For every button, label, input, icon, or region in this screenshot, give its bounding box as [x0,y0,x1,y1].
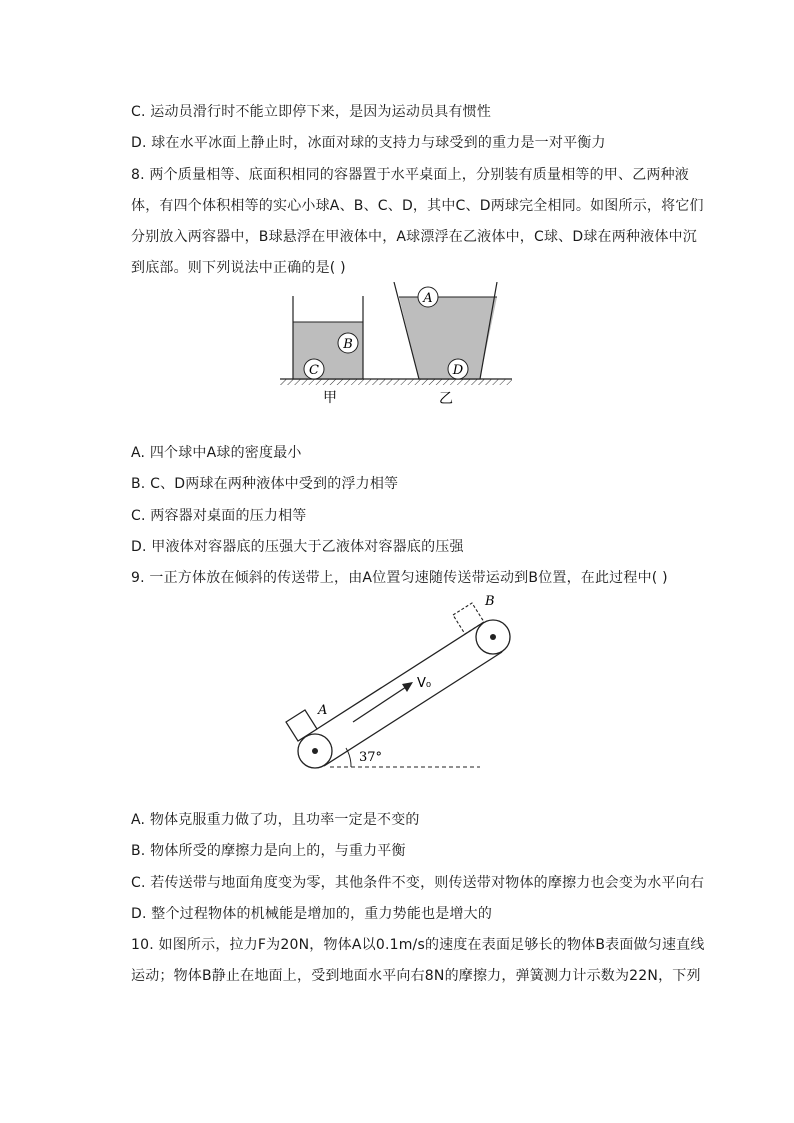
angle-label: 37° [359,750,383,765]
block-a-label: A [318,703,328,718]
upper-pulley-axle [490,634,496,640]
ball-d-label: D [452,363,464,378]
question-8-line2: 体，有四个体积相等的实心小球A、B、C、D，其中C、D两球完全相同。如图所示，将它们 [131,198,704,214]
option-c-q8: C. 两容器对桌面的压力相等 [131,508,307,524]
option-a-q9: A. 物体克服重力做了功，且功率一定是不变的 [131,812,420,828]
velocity-arrow-head [402,682,413,692]
question-8-line1: 8. 两个质量相等、底面积相同的容器置于水平桌面上，分别装有质量相等的甲、乙两种液 [131,167,690,183]
velocity-label: V₀ [417,676,432,691]
ball-a-label: A [423,291,433,306]
option-b-q9: B. 物体所受的摩擦力是向上的，与重力平衡 [131,843,406,859]
velocity-arrow-shaft [353,687,406,722]
option-d-q9: D. 整个过程物体的机械能是增加的，重力势能也是增大的 [131,906,493,922]
question-9: 9. 一正方体放在倾斜的传送带上，由A位置匀速随传送带运动到B位置，在此过程中( ) [131,570,668,586]
option-a-q8: A. 四个球中A球的密度最小 [131,445,302,461]
table-hatch [280,379,512,385]
option-d-q7: D. 球在水平冰面上静止时，冰面对球的支持力与球受到的重力是一对平衡力 [131,135,606,151]
option-b-q8: B. C、D两球在两种液体中受到的浮力相等 [131,476,399,492]
question-8-line4: 到底部。则下列说法中正确的是( ) [131,260,346,276]
question-10-line2: 运动；物体B静止在地面上，受到地面水平向右8N的摩擦力，弹簧测力计示数为22N，下列 [131,968,701,984]
option-d-q8: D. 甲液体对容器底的压强大于乙液体对容器底的压强 [131,539,464,555]
ball-c-label: C [309,363,319,378]
belt-bottom [324,652,502,766]
lower-pulley-axle [312,748,318,754]
ball-b-label: B [343,337,353,352]
belt-top [306,622,484,736]
label-yi: 乙 [439,391,453,407]
conveyor-figure [280,588,520,778]
block-b-label: B [485,594,495,609]
question-10-line1: 10. 如图所示，拉力F为20N，物体A以0.1m/s的速度在表面足够长的物体B表面做匀速直线 [131,937,705,953]
question-8-line3: 分别放入两容器中，B球悬浮在甲液体中，A球漂浮在乙液体中，C球、D球在两种液体中沉 [131,229,697,245]
label-jia: 甲 [323,390,337,406]
containers-figure [270,282,520,410]
option-c-q7: C. 运动员滑行时不能立即停下来，是因为运动员具有惯性 [131,104,492,120]
option-c-q9: C. 若传送带与地面角度变为零，其他条件不变，则传送带对物体的摩擦力也会变为水平向右 [131,875,705,891]
